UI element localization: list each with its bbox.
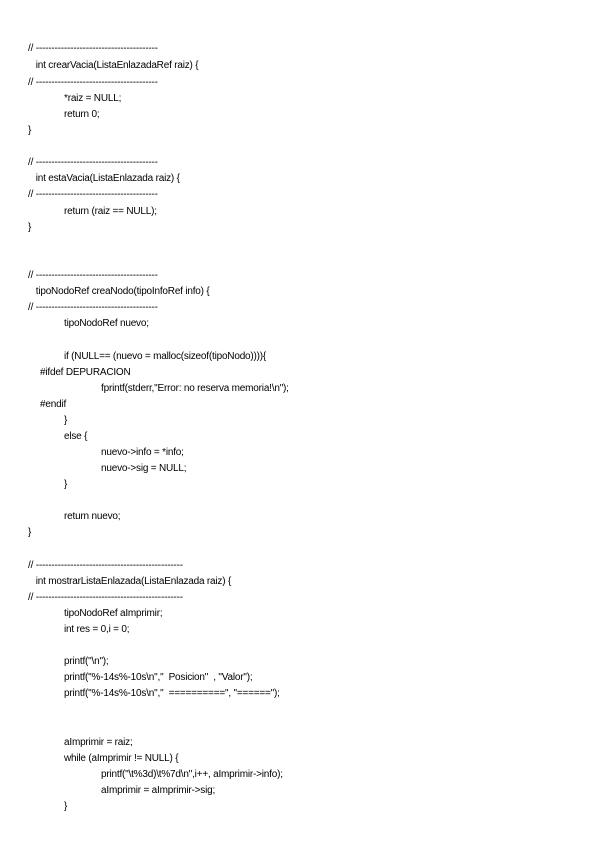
code-line: int mostrarListaEnlazada(ListaEnlazada raiz) { — [28, 576, 232, 587]
code-line: // --------------------------------------- — [28, 270, 158, 281]
code-line: // ----------------------------------------------- — [28, 592, 183, 603]
code-line: printf("\t%3d)\t%7d\n",i++, aImprimir->info); — [101, 769, 283, 780]
code-line: tipoNodoRef aImprimir; — [64, 608, 163, 619]
code-line: else { — [64, 431, 88, 442]
code-line: while (aImprimir != NULL) { — [64, 753, 179, 764]
code-line: } — [28, 222, 32, 233]
code-line: // ----------------------------------------------- — [28, 560, 183, 571]
code-line: // --------------------------------------- — [28, 189, 158, 200]
code-line: int crearVacia(ListaEnlazadaRef raiz) { — [28, 60, 199, 71]
code-line: return (raiz == NULL); — [64, 206, 157, 217]
code-line: printf("%-14s%-10s\n"," Posicion" , "Valor"); — [64, 672, 253, 683]
code-line: } — [28, 527, 32, 538]
code-line: // --------------------------------------- — [28, 302, 158, 313]
code-line: tipoNodoRef nuevo; — [64, 318, 149, 329]
code-line: printf("%-14s%-10s\n"," ==========", "======"); — [64, 688, 280, 699]
code-line: int estaVacia(ListaEnlazada raiz) { — [28, 173, 180, 184]
code-line: return nuevo; — [64, 511, 121, 522]
code-line: } — [64, 801, 68, 812]
code-line: aImprimir = raiz; — [64, 737, 133, 748]
code-line: #endif — [40, 399, 67, 410]
code-line: return 0; — [64, 109, 100, 120]
code-line: } — [64, 479, 68, 490]
code-line: // --------------------------------------- — [28, 43, 158, 54]
code-line: *raiz = NULL; — [64, 93, 122, 104]
code-line: tipoNodoRef creaNodo(tipoInfoRef info) { — [28, 286, 210, 297]
code-line: if (NULL== (nuevo = malloc(sizeof(tipoNodo)))){ — [64, 351, 267, 362]
code-line: } — [64, 415, 68, 426]
code-line: nuevo->sig = NULL; — [101, 463, 187, 474]
code-line: // --------------------------------------- — [28, 157, 158, 168]
code-line: nuevo->info = *info; — [101, 447, 184, 458]
code-line: fprintf(stderr,"Error: no reserva memoria!\n"); — [101, 383, 289, 394]
code-line: // --------------------------------------- — [28, 77, 158, 88]
code-line: #ifdef DEPURACION — [40, 367, 131, 378]
code-line: aImprimir = aImprimir->sig; — [101, 785, 216, 796]
code-line: printf("\n"); — [64, 656, 109, 667]
code-line: } — [28, 125, 32, 136]
code-line: int res = 0,i = 0; — [64, 624, 130, 635]
